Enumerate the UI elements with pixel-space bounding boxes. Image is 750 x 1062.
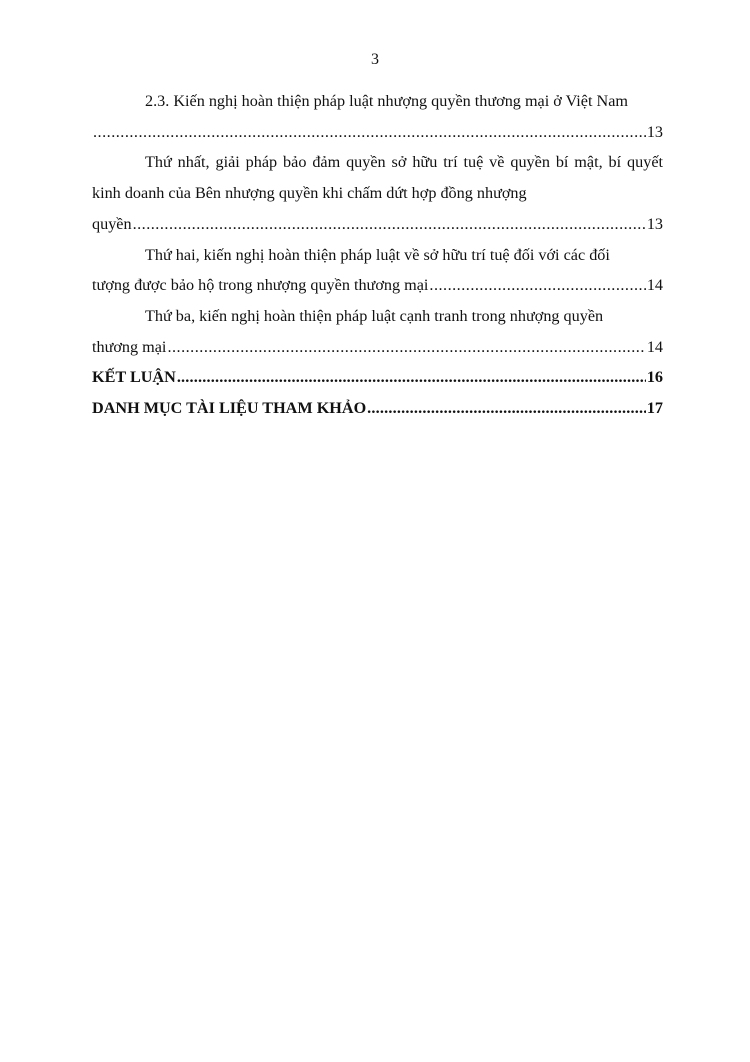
table-of-contents	[92, 86, 663, 424]
toc-entry-title: Thứ nhất, giải pháp bảo đảm quyền sở hữu trí tuệ về quyền bí mật, bí quyết kinh doanh của Bên nhượng quyền khi chấm dứt hợp đồng nhượng	[92, 153, 663, 203]
toc-entry-ket-luan[interactable]	[92, 362, 663, 393]
toc-entry-tail: tượng được bảo hộ trong nhượng quyền thương mại	[92, 276, 429, 295]
dot-leader	[133, 209, 646, 240]
toc-entry-thu-hai[interactable]	[92, 240, 663, 301]
toc-page-number: 17	[646, 399, 663, 418]
toc-page-number: 16	[646, 368, 663, 387]
toc-page-number: 13	[646, 214, 663, 233]
toc-entry-danh-muc-tai-lieu[interactable]	[92, 393, 663, 424]
toc-entry-title: 2.3. Kiến nghị hoàn thiện pháp luật nhượng quyền thương mại ở Việt Nam	[145, 92, 628, 110]
dot-leader	[93, 117, 646, 148]
dot-leader	[167, 332, 645, 363]
dot-leader	[367, 393, 646, 424]
toc-entry-tail: quyền	[92, 214, 132, 233]
toc-page-number: 14	[646, 276, 663, 295]
toc-page-number: 13	[646, 122, 663, 141]
toc-entry-leader-line	[92, 117, 663, 148]
toc-entry-thu-ba[interactable]	[92, 301, 663, 362]
toc-entry-tail: thương mại	[92, 337, 167, 356]
dot-leader	[429, 270, 645, 301]
toc-entry-title: DANH MỤC TÀI LIỆU THAM KHẢO	[92, 399, 367, 418]
toc-entry-leader-line	[92, 393, 663, 424]
page-number: 3	[371, 51, 379, 68]
toc-entry-leader-line	[92, 209, 663, 240]
toc-entry-title: Thứ hai, kiến nghị hoàn thiện pháp luật về sở hữu trí tuệ đối với các đối	[145, 245, 610, 264]
toc-entry-leader-line	[92, 270, 663, 301]
toc-entry-leader-line	[92, 362, 663, 393]
toc-page-number: 14	[646, 337, 663, 356]
toc-entry-title: KẾT LUẬN	[92, 368, 176, 387]
toc-entry-thu-nhat[interactable]	[92, 147, 663, 239]
dot-leader	[177, 362, 646, 393]
toc-entry-2-3[interactable]	[92, 86, 663, 147]
toc-entry-title: Thứ ba, kiến nghị hoàn thiện pháp luật cạnh tranh trong nhượng quyền	[145, 306, 604, 325]
toc-entry-leader-line	[92, 332, 663, 363]
